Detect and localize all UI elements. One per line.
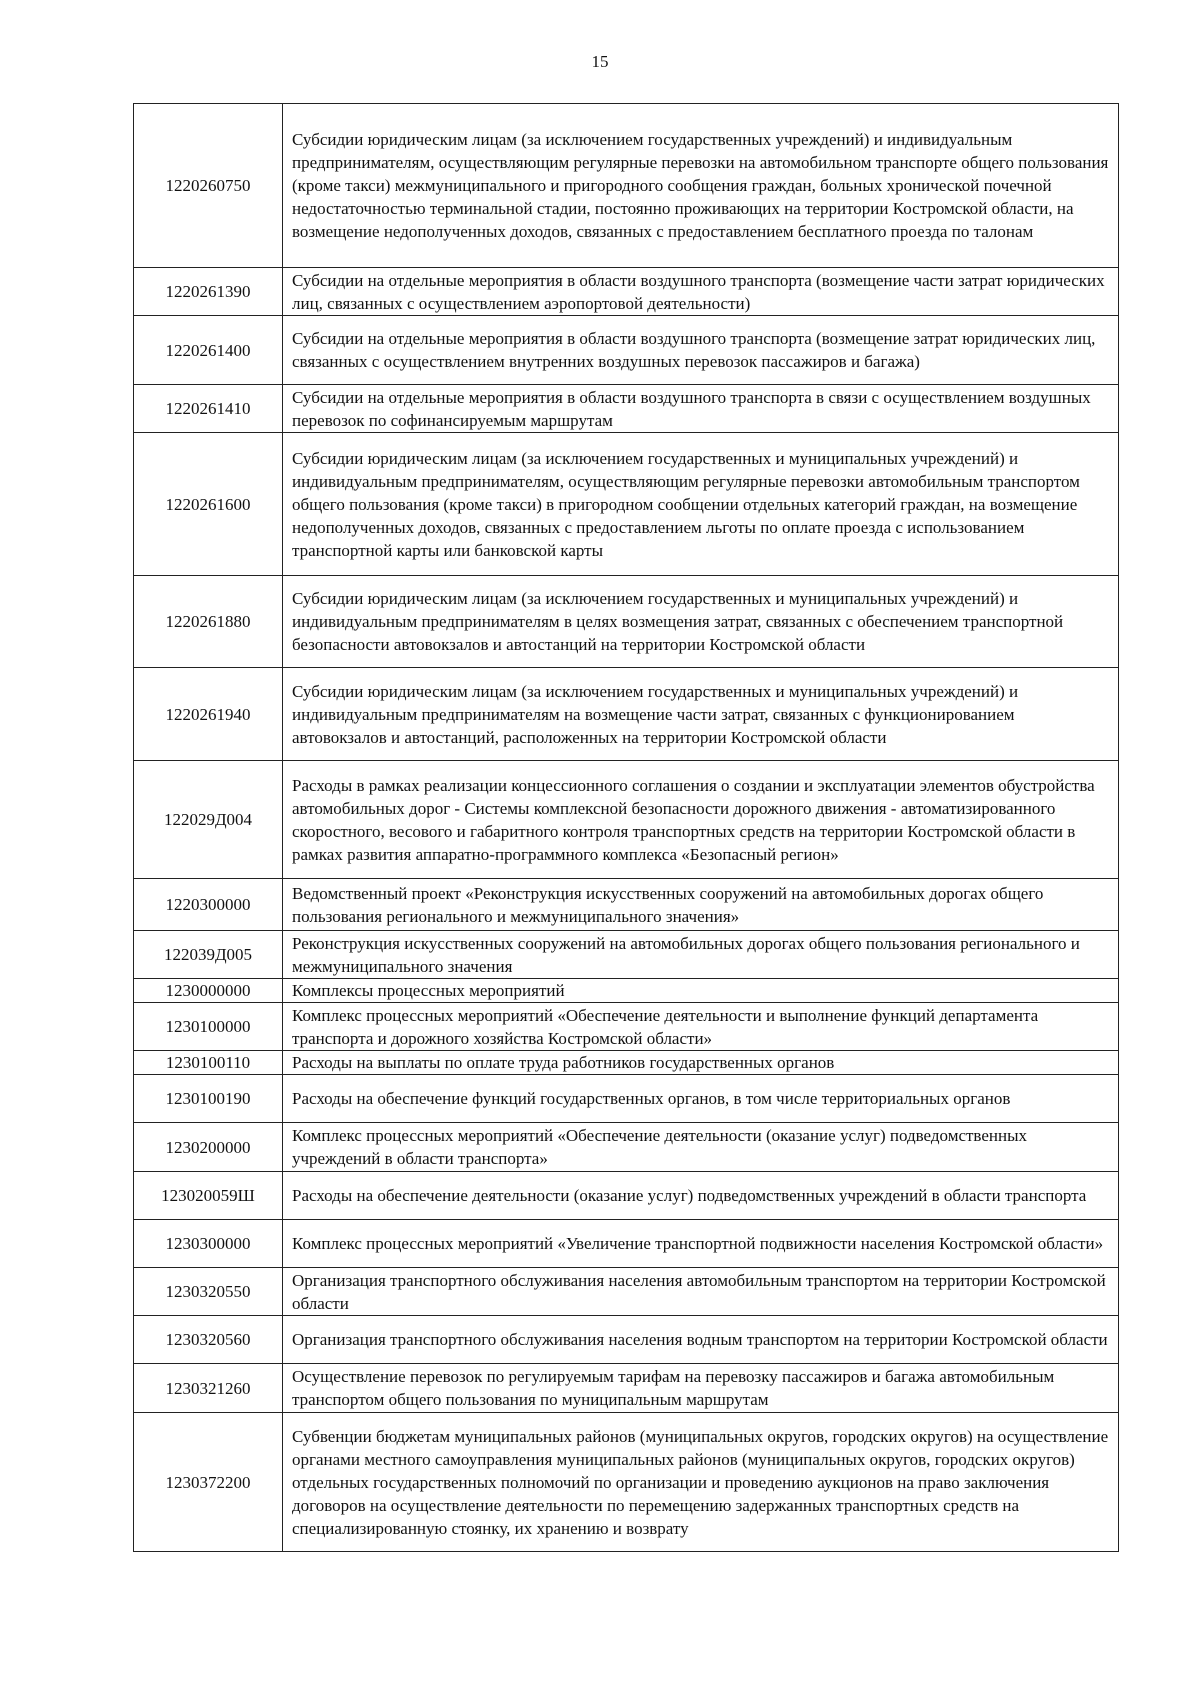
row-description: Комплекс процессных мероприятий «Увеличение транспортной подвижности населения Костромской области» <box>283 1220 1119 1268</box>
budget-codes-table <box>133 103 1119 1552</box>
table-row <box>134 433 1119 576</box>
row-code: 1220261880 <box>134 576 283 668</box>
table-row <box>134 979 1119 1003</box>
row-description: Субсидии юридическим лицам (за исключением государственных и муниципальных учреждений) и индивидуальным предпринимателям в целях возмещения затрат, связанных с обеспечением транспортной безопасности автовокзалов и автостанций на территории Костромской области <box>283 576 1119 668</box>
table-row <box>134 104 1119 268</box>
row-code: 1230000000 <box>134 979 283 1003</box>
row-description: Субсидии на отдельные мероприятия в области воздушного транспорта (возмещение части затрат юридических лиц, связанных с осуществлением аэропортовой деятельности) <box>283 268 1119 316</box>
row-code: 123020059Ш <box>134 1172 283 1220</box>
row-description: Организация транспортного обслуживания населения водным транспортом на территории Костромской области <box>283 1316 1119 1364</box>
row-code: 1230100000 <box>134 1003 283 1051</box>
table-row <box>134 1051 1119 1075</box>
row-description: Ведомственный проект «Реконструкция искусственных сооружений на автомобильных дорогах общего пользования регионального и межмуниципального значения» <box>283 879 1119 931</box>
row-description: Реконструкция искусственных сооружений на автомобильных дорогах общего пользования регионального и межмуниципального значения <box>283 931 1119 979</box>
row-description: Субсидии юридическим лицам (за исключением государственных и муниципальных учреждений) и индивидуальным предпринимателям на возмещение части затрат, связанных с функционированием автовокзалов и автостанций, расположенных на территории Костромской области <box>283 668 1119 761</box>
row-description: Субвенции бюджетам муниципальных районов (муниципальных округов, городских округов) на осуществление органами местного самоуправления муниципальных районов (муниципальных округов, городских округов) отдельных государственных полномочий по организации и проведению аукционов на право заключения договоров на осуществление деятельности по перемещению задержанных транспортных средств на специализированную стоянку, их хранению и возврату <box>283 1413 1119 1552</box>
table-row <box>134 576 1119 668</box>
row-code: 1230320550 <box>134 1268 283 1316</box>
table-row <box>134 1413 1119 1552</box>
row-description: Субсидии юридическим лицам (за исключением государственных и муниципальных учреждений) и индивидуальным предпринимателям, осуществляющим регулярные перевозки автомобильным транспортом общего пользования (кроме такси) в пригородном сообщении отдельных категорий граждан, на возмещение недополученных доходов, связанных с предоставлением льготы по оплате проезда с использованием транспортной карты или банковской карты <box>283 433 1119 576</box>
table-row <box>134 668 1119 761</box>
table-row <box>134 1172 1119 1220</box>
table-row <box>134 385 1119 433</box>
table-row <box>134 268 1119 316</box>
row-description: Расходы на выплаты по оплате труда работников государственных органов <box>283 1051 1119 1075</box>
table-row <box>134 1268 1119 1316</box>
row-code: 122029Д004 <box>134 761 283 879</box>
row-description: Субсидии юридическим лицам (за исключением государственных учреждений) и индивидуальным предпринимателям, осуществляющим регулярные перевозки на автомобильном транспорте общего пользования (кроме такси) межмуниципального и пригородного сообщения граждан, больных хронической почечной недостаточностью терминальной стадии, постоянно проживающих на территории Костромской области, на возмещение недополученных доходов, связанных с предоставлением бесплатного проезда по талонам <box>283 104 1119 268</box>
row-description: Расходы на обеспечение функций государственных органов, в том числе территориальных органов <box>283 1075 1119 1123</box>
table-row <box>134 1003 1119 1051</box>
table-row <box>134 931 1119 979</box>
row-code: 1230200000 <box>134 1123 283 1172</box>
row-code: 1220261400 <box>134 316 283 385</box>
table-row <box>134 1075 1119 1123</box>
row-code: 1230321260 <box>134 1364 283 1413</box>
row-code: 1220300000 <box>134 879 283 931</box>
row-code: 1230372200 <box>134 1413 283 1552</box>
row-code: 1220261410 <box>134 385 283 433</box>
row-code: 1220260750 <box>134 104 283 268</box>
table-row <box>134 761 1119 879</box>
row-code: 1230100190 <box>134 1075 283 1123</box>
row-code: 1220261390 <box>134 268 283 316</box>
row-description: Субсидии на отдельные мероприятия в области воздушного транспорта (возмещение затрат юридических лиц, связанных с осуществлением внутренних воздушных перевозок пассажиров и багажа) <box>283 316 1119 385</box>
row-description: Комплекс процессных мероприятий «Обеспечение деятельности и выполнение функций департамента транспорта и дорожного хозяйства Костромской области» <box>283 1003 1119 1051</box>
table-row <box>134 1123 1119 1172</box>
row-code: 1220261940 <box>134 668 283 761</box>
row-code: 1220261600 <box>134 433 283 576</box>
row-description: Комплексы процессных мероприятий <box>283 979 1119 1003</box>
table-row <box>134 879 1119 931</box>
table-row <box>134 316 1119 385</box>
row-description: Организация транспортного обслуживания населения автомобильным транспортом на территории Костромской области <box>283 1268 1119 1316</box>
row-code: 1230320560 <box>134 1316 283 1364</box>
row-description: Расходы на обеспечение деятельности (оказание услуг) подведомственных учреждений в области транспорта <box>283 1172 1119 1220</box>
row-description: Осуществление перевозок по регулируемым тарифам на перевозку пассажиров и багажа автомобильным транспортом общего пользования по муниципальным маршрутам <box>283 1364 1119 1413</box>
table-row <box>134 1364 1119 1413</box>
row-description: Комплекс процессных мероприятий «Обеспечение деятельности (оказание услуг) подведомственных учреждений в области транспорта» <box>283 1123 1119 1172</box>
row-code: 1230300000 <box>134 1220 283 1268</box>
table-row <box>134 1316 1119 1364</box>
page-number: 15 <box>591 52 609 71</box>
row-description: Расходы в рамках реализации концессионного соглашения о создании и эксплуатации элементов обустройства автомобильных дорог - Системы комплексной безопасности дорожного движения - автоматизированного скоростного, весового и габаритного контроля транспортных средств на территории Костромской области в рамках развития аппаратно-программного комплекса «Безопасный регион» <box>283 761 1119 879</box>
row-description: Субсидии на отдельные мероприятия в области воздушного транспорта в связи с осуществлением воздушных перевозок по софинансируемым маршрутам <box>283 385 1119 433</box>
row-code: 1230100110 <box>134 1051 283 1075</box>
budget-codes-table-body <box>134 104 1119 1552</box>
table-row <box>134 1220 1119 1268</box>
row-code: 122039Д005 <box>134 931 283 979</box>
